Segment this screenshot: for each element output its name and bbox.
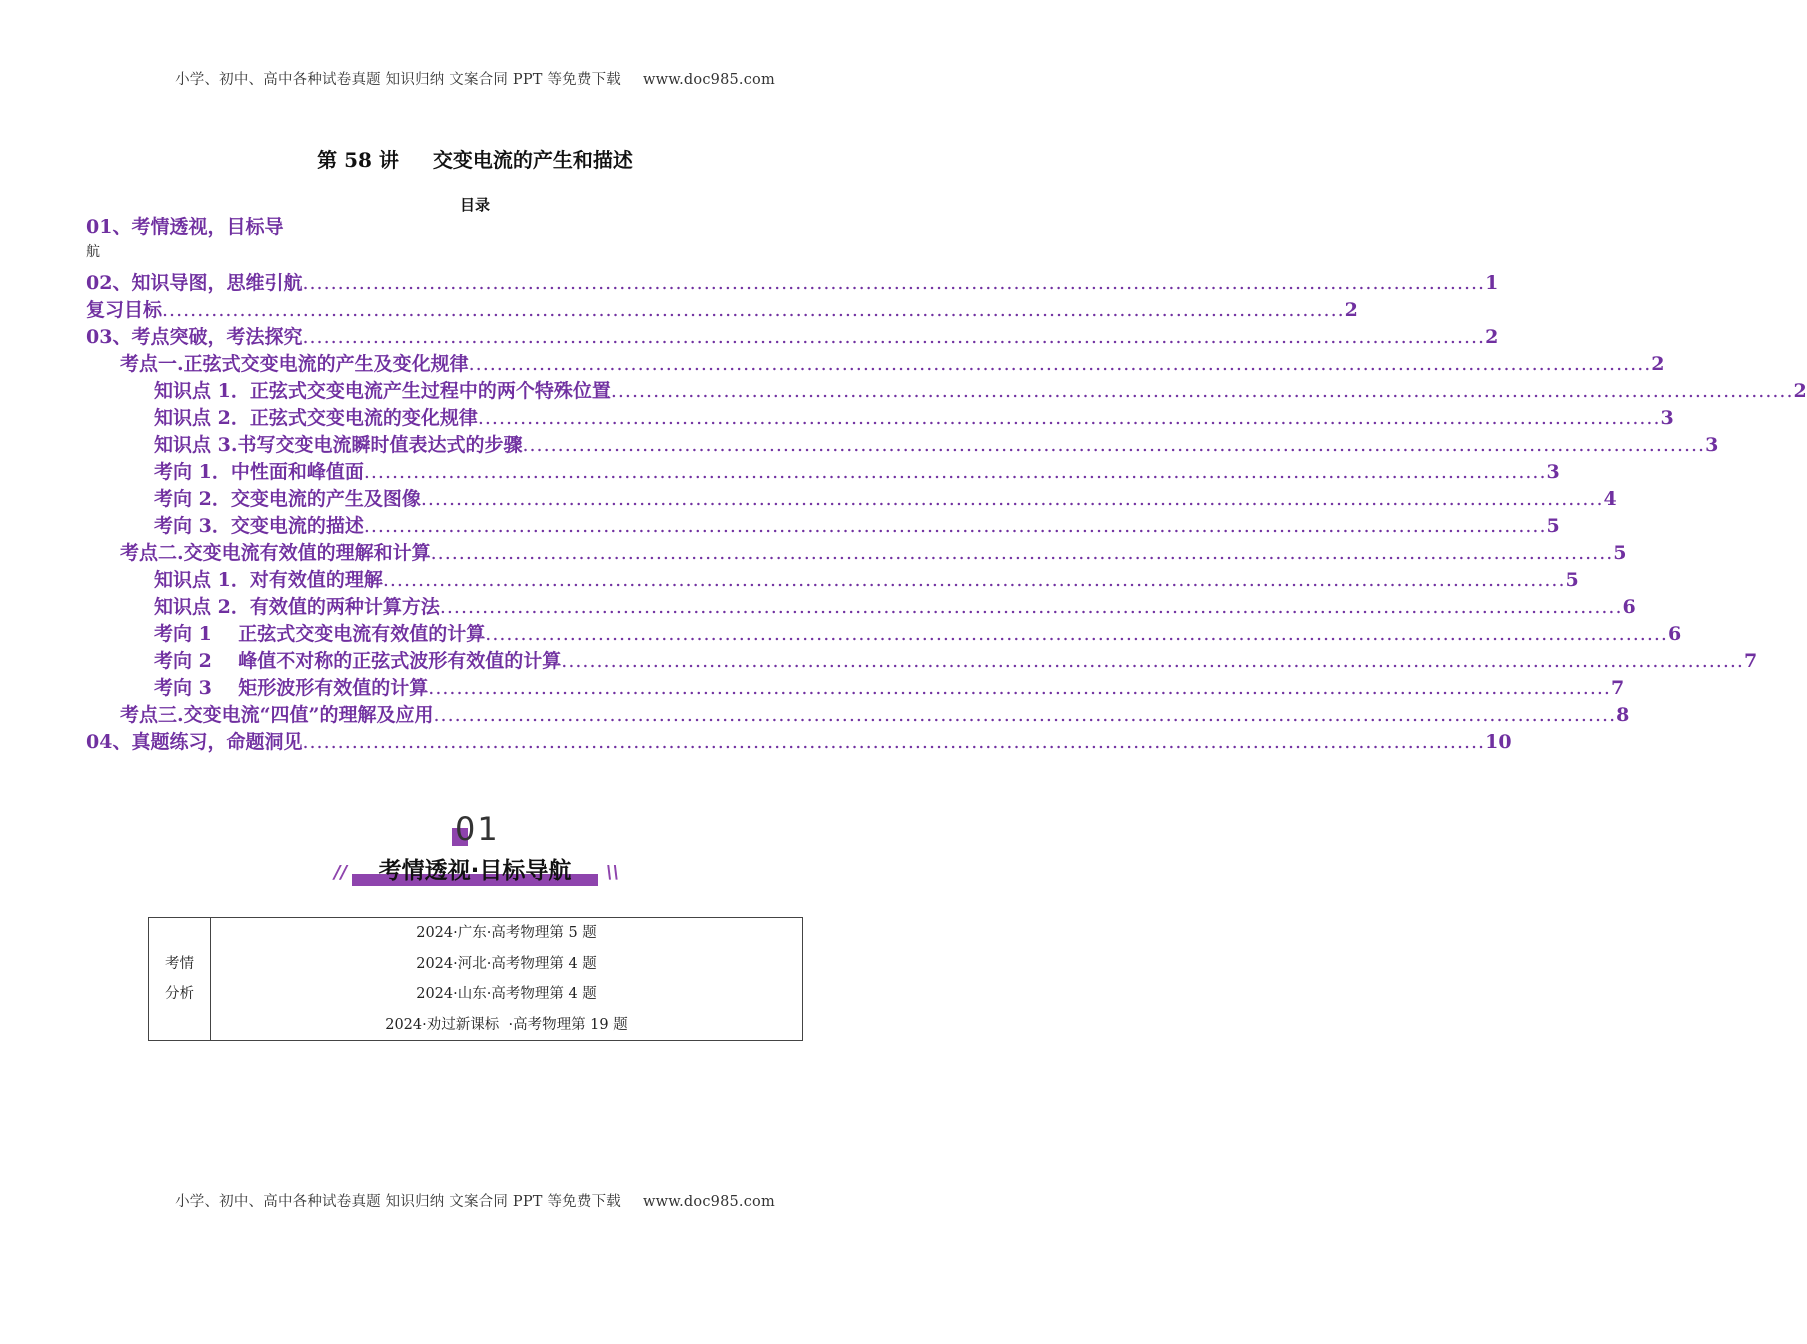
toc-leader: ........................................................................................................................................................................ — [302, 731, 1486, 753]
toc-entry-text: 考点一.正弦式交变电流的产生及变化规律 — [120, 353, 469, 375]
footer-text: 小学、初中、高中各种试卷真题 知识归纳 文案合同 PPT 等免费下载 — [175, 1194, 621, 1210]
toc-entry[interactable] — [120, 541, 1627, 565]
toc-entry-first-wrap: 航 — [86, 244, 100, 260]
toc-leader: ........................................................................................................................................................................ — [430, 542, 1614, 564]
toc-entry[interactable] — [86, 730, 1512, 754]
toc-page-number: 7 — [1610, 677, 1625, 699]
toc-page-number: 4 — [1603, 488, 1617, 510]
toc-leader: ........................................................................................................................................................................ — [363, 461, 1547, 483]
analysis-item: 2024·河北·高考物理第 4 题 — [416, 955, 597, 972]
table-row — [149, 918, 803, 1041]
header-text: 小学、初中、高中各种试卷真题 知识归纳 文案合同 PPT 等免费下载 — [175, 72, 621, 88]
toc-entry[interactable] — [154, 622, 1682, 646]
toc-leader: ........................................................................................................................................................................ — [420, 488, 1604, 510]
toc-leader: ........................................................................................................................................................................ — [485, 623, 1668, 645]
toc-entry[interactable] — [154, 676, 1625, 700]
toc-entry[interactable] — [154, 487, 1617, 511]
toc-page-number: 3 — [1660, 407, 1674, 429]
toc-entry-text: 知识点 1．正弦式交变电流产生过程中的两个特殊位置 — [154, 380, 611, 402]
analysis-label-cell — [149, 918, 211, 1041]
section-label: 考情透视·目标导航 — [378, 858, 572, 884]
toc-leader: ........................................................................................................................................................................ — [522, 434, 1706, 456]
toc-entry-text: 考向 1 正弦式交变电流有效值的计算 — [154, 623, 486, 645]
lecture-number: 第 58 讲 — [317, 148, 399, 172]
toc-page-number: 1 — [1485, 272, 1499, 294]
toc-page-number: 10 — [1485, 731, 1512, 753]
toc-leader: ........................................................................................................................................................................ — [302, 272, 1486, 294]
section-label-bar — [352, 852, 598, 886]
toc-leader: ........................................................................................................................................................................ — [477, 407, 1661, 429]
toc-entry[interactable] — [154, 406, 1674, 430]
toc-leader: ........................................................................................................................................................................ — [428, 677, 1611, 699]
analysis-table — [148, 917, 803, 1041]
badge-deco-left: // — [334, 862, 348, 883]
toc-page-number: 3 — [1546, 461, 1560, 483]
toc-entry-text: 考向 2．交变电流的产生及图像 — [154, 488, 421, 510]
toc-leader: ........................................................................................................................................................................ — [439, 596, 1623, 618]
toc-leader: ........................................................................................................................................................................ — [162, 299, 1345, 321]
toc-page-number: 3 — [1705, 434, 1719, 456]
analysis-item: 2024·广东·高考物理第 5 题 — [416, 925, 597, 941]
toc-heading: 目录 — [459, 196, 490, 214]
toc-entry[interactable] — [120, 703, 1630, 727]
toc-entry-text: 考向 3．交变电流的描述 — [154, 515, 364, 537]
toc-entry[interactable] — [154, 379, 1807, 403]
toc-leader: ........................................................................................................................................................................ — [382, 569, 1566, 591]
toc-entry[interactable] — [86, 325, 1499, 349]
toc-page-number: 6 — [1667, 623, 1682, 645]
toc-entry[interactable] — [154, 460, 1560, 484]
footer-site[interactable]: www.doc985.com — [642, 1194, 775, 1210]
toc-entry-text: 考向 1．中性面和峰值面 — [154, 461, 364, 483]
toc-entry[interactable] — [120, 352, 1665, 376]
toc-entry-text: 02、知识导图，思维引航 — [86, 272, 303, 294]
toc-leader: ........................................................................................................................................................................ — [610, 380, 1794, 402]
toc-leader: ........................................................................................................................................................................ — [433, 704, 1617, 726]
toc-entry[interactable] — [86, 298, 1358, 322]
header-site[interactable]: www.doc985.com — [642, 72, 775, 88]
section-badge — [330, 810, 620, 890]
toc-entry-text: 知识点 2．有效值的两种计算方法 — [154, 596, 440, 618]
page-header — [0, 68, 950, 89]
toc-page-number: 5 — [1546, 515, 1560, 537]
toc-entry-text: 04、真题练习，命题洞见 — [86, 731, 303, 753]
badge-deco-right: \\ — [606, 862, 620, 883]
toc-page-number: 2 — [1344, 299, 1358, 321]
toc-page-number: 8 — [1616, 704, 1630, 726]
toc-leader: ........................................................................................................................................................................ — [302, 326, 1486, 348]
toc-page-number: 6 — [1622, 596, 1636, 618]
toc-page-number: 7 — [1743, 650, 1758, 672]
analysis-items-cell — [211, 918, 803, 1041]
toc-entry-text: 考向 2 峰值不对称的正弦式波形有效值的计算 — [154, 650, 562, 672]
analysis-item: 2024·劝过新课标 ·高考物理第 19 题 — [385, 1016, 628, 1033]
toc-leader: ........................................................................................................................................................................ — [561, 650, 1744, 672]
toc-entry-first[interactable]: 01、考情透视，目标导 — [86, 216, 284, 238]
toc-leader: ........................................................................................................................................................................ — [468, 353, 1652, 375]
toc-leader: ........................................................................................................................................................................ — [363, 515, 1547, 537]
toc-entry[interactable] — [86, 271, 1499, 295]
toc-entry[interactable] — [154, 568, 1579, 592]
toc-entry-text: 知识点 2．正弦式交变电流的变化规律 — [154, 407, 478, 429]
toc-entry-text: 考点三.交变电流“四值”的理解及应用 — [120, 704, 434, 726]
analysis-label-line2: 分析 — [165, 986, 194, 1002]
toc-entry-text: 知识点 1．对有效值的理解 — [154, 569, 383, 591]
section-number: 01 — [455, 810, 500, 848]
toc-page-number: 2 — [1485, 326, 1499, 348]
analysis-item: 2024·山东·高考物理第 4 题 — [416, 986, 597, 1002]
page-title — [0, 144, 950, 173]
lecture-topic: 交变电流的产生和描述 — [432, 148, 633, 172]
toc-entry[interactable] — [154, 514, 1560, 538]
toc-page-number: 2 — [1793, 380, 1807, 402]
toc-entry[interactable] — [154, 649, 1758, 673]
toc-entry-text: 03、考点突破，考法探究 — [86, 326, 303, 348]
page-footer — [0, 1190, 950, 1211]
toc-page-number: 2 — [1651, 353, 1665, 375]
analysis-label-line1: 考情 — [165, 956, 194, 972]
toc-entry-text: 复习目标 — [86, 299, 163, 321]
toc-entry[interactable] — [154, 595, 1636, 619]
toc-entry-text: 知识点 3.书写交变电流瞬时值表达式的步骤 — [154, 434, 523, 456]
toc-entry-text: 考点二.交变电流有效值的理解和计算 — [120, 542, 431, 564]
toc-page-number: 5 — [1613, 542, 1627, 564]
toc-page-number: 5 — [1565, 569, 1579, 591]
toc-entry[interactable] — [154, 433, 1719, 457]
toc-entry-text: 考向 3 矩形波形有效值的计算 — [154, 677, 429, 699]
